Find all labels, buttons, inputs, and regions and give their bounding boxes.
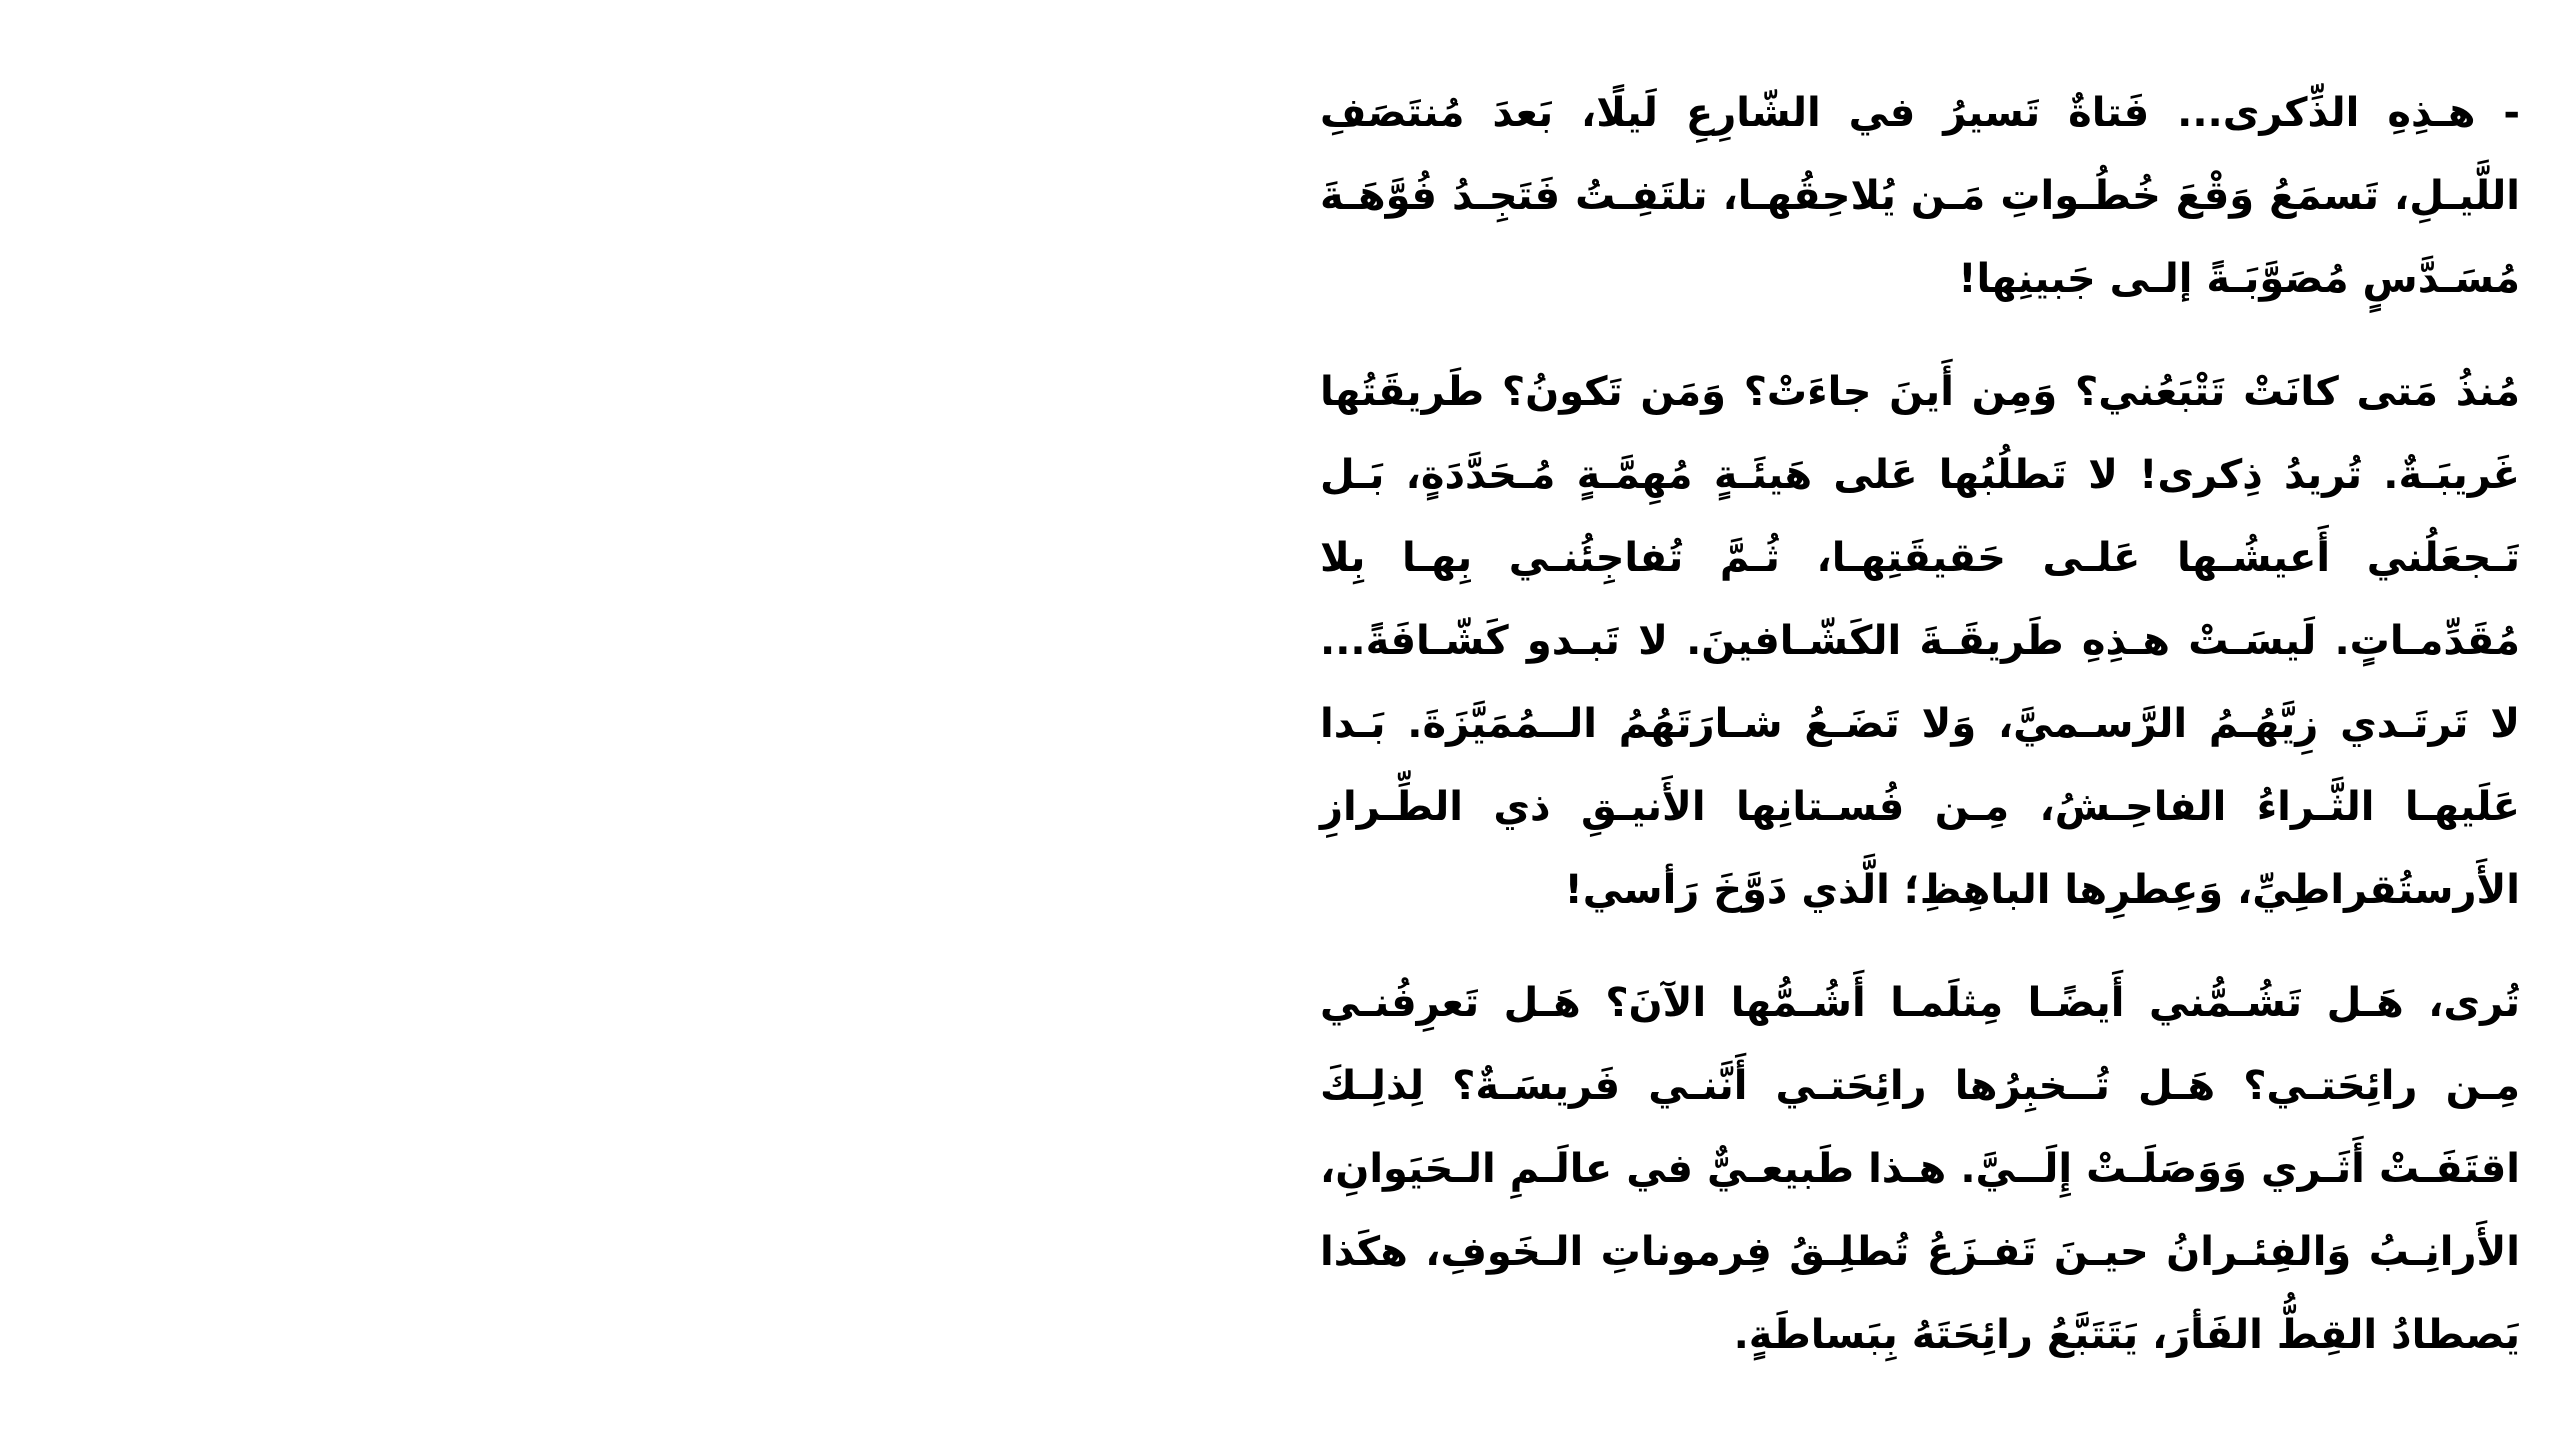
paragraph-1: - هـذِهِ الذِّكرى... فَتاةٌ تَسيرُ في الشّارِعِ لَيلًا، بَعدَ مُنتَصَفِ اللَّيـلِ، تَسمَعُ وَقْعَ خُطُـواتِ مَـن يُلاحِقُهـا، تلتَفِـتُ فَتَجِـدُ فُوَّهَـةَ مُسَـدَّسٍ مُصَوَّبَـةً إلـى جَبينِها!	[1320, 90, 2520, 302]
paragraph-2: مُنذُ مَتى كانَتْ تَتْبَعُني؟ وَمِن أَينَ جاءَتْ؟ وَمَن تَكونُ؟ طَريقَتُها غَريبَـةٌ. تُريدُ ذِكرى! لا تَطلُبُها عَلى هَيئَـةٍ مُهِمَّـةٍ مُـحَدَّدَةٍ، بَـل تَـجعَلُني أَعيشُـها عَلـى حَقيقَتِهـا، ثُـمَّ تُفاجِئُنـي بِهـا بِلا مُقَدِّمـاتٍ. لَيسَـتْ هـذِهِ طَريقَـةَ الكَشّـافينَ. لا تَبـدو كَشّـافَةً... لا تَرتَـدي زِيَّهُـمُ الرَّسـميَّ، وَلا تَضَـعُ شـارَتَهُمُ الــمُمَيَّزَةَ. بَـدا عَلَيهـا الثَّـراءُ الفاحِـشُ، مِـن فُسـتانِها الأَنيـقِ ذي الطِّـرازِ الأَرستُقراطِيِّ، وَعِطرِها الباهِظِ؛ الَّذي دَوَّخَ رَأسي!	[1320, 369, 2520, 913]
text-column	[1320, 72, 2520, 1407]
paragraph-3: تُرى، هَـل تَشُـمُّني أَيضًـا مِثلَمـا أَشُـمُّها الآنَ؟ هَـل تَعرِفُنـي مِـن رائِحَتـي؟ هَـل تُــخبِرُها رائِحَتـي أَنَّنـي فَريسَـةٌ؟ لِذلِـكَ اقتَفَـتْ أَثَـري وَوَصَلَـتْ إِلَــيَّ. هـذا طَبيعـيٌّ في عالَـمِ الـحَيَوانِ، الأَرانِـبُ وَالفِئـرانُ حيـنَ تَفـزَعُ تُطلِـقُ فِرموناتِ الـخَوفِ، هكَذا يَصطادُ القِطُّ الفَأرَ، يَتَتَبَّعُ رائِحَتَهُ بِبَساطَةٍ.	[1320, 980, 2520, 1358]
